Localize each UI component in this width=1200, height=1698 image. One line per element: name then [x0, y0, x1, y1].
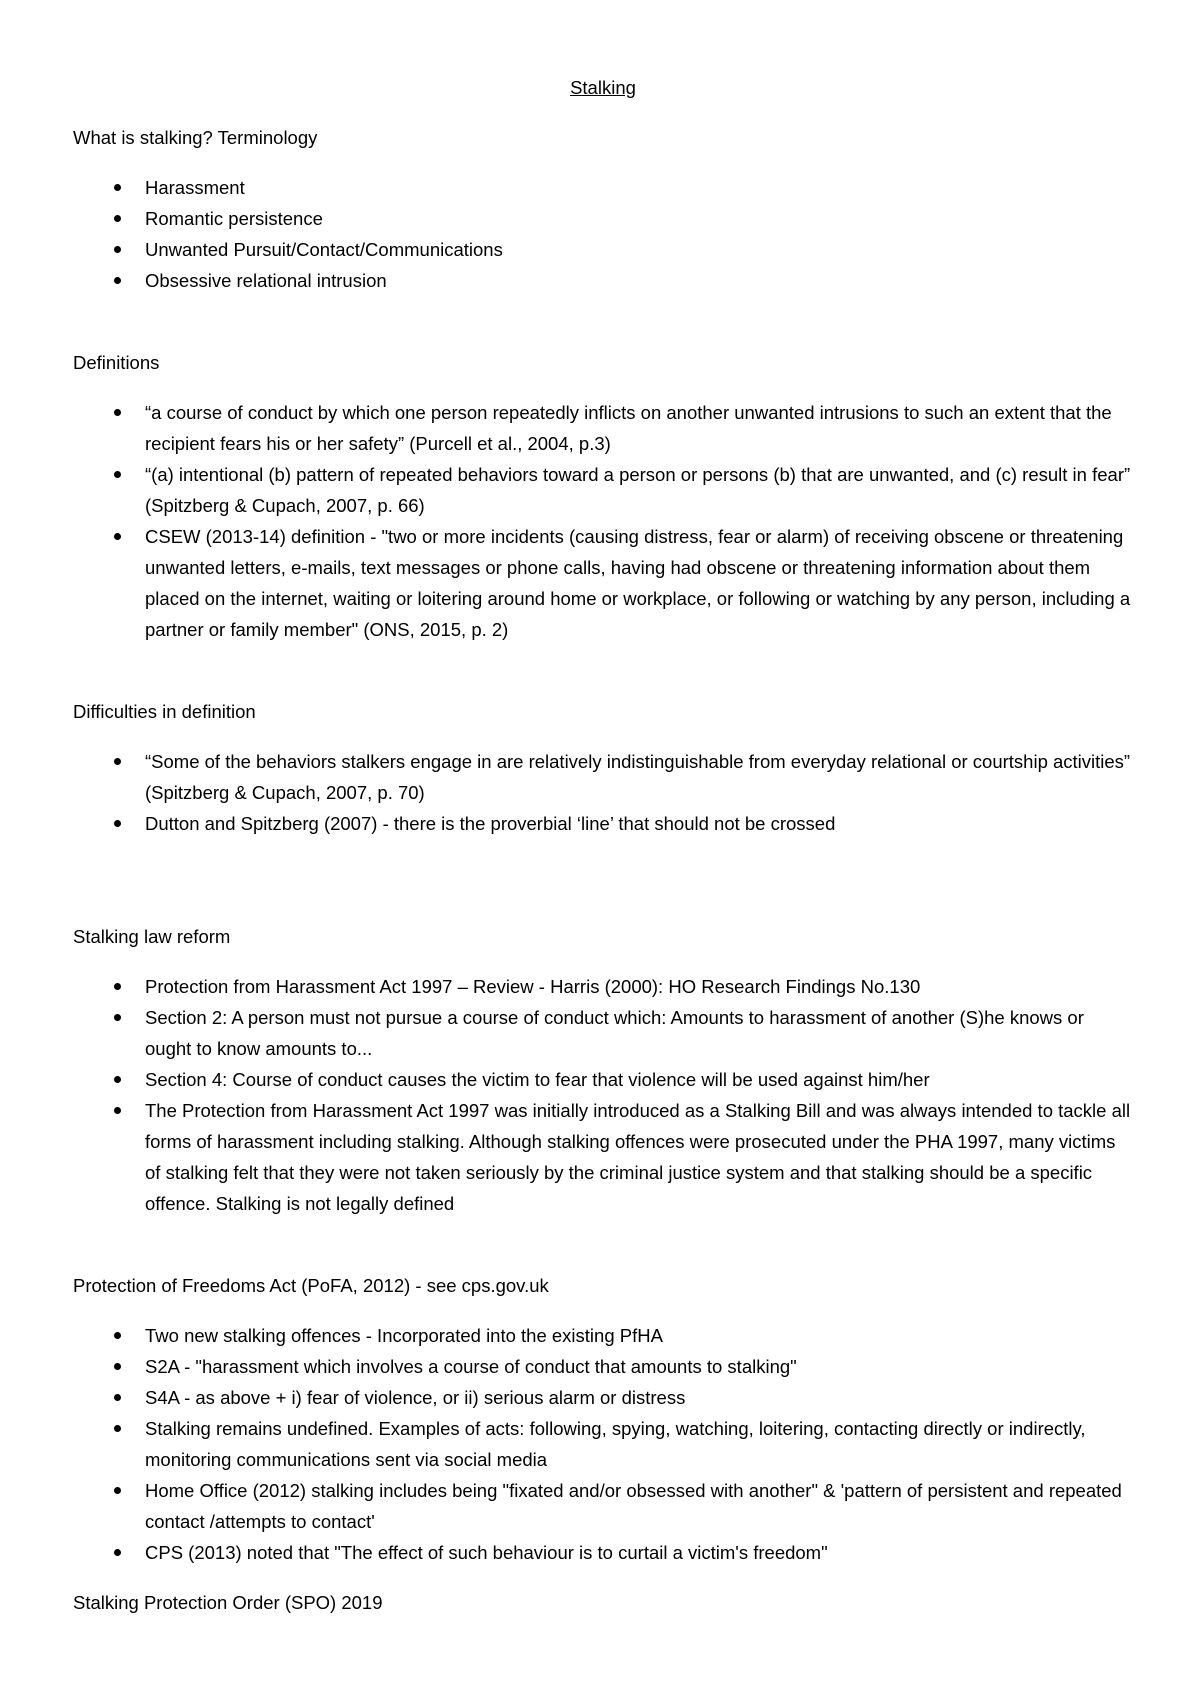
list-item — [73, 1002, 1133, 1064]
bullet-icon — [114, 533, 121, 540]
list-item-text: S4A - as above + i) fear of violence, or ii) serious alarm or distress — [145, 1387, 686, 1408]
list-item-text: CSEW (2013-14) definition - "two or more incidents (causing distress, fear or alarm) of receiving obscene or threatening unwanted letters, e-mails, text messages or phone calls, having had obscene or threatening information about them placed on the internet, waiting or loitering around home or workplace, or following or watching by any person, including a partner or family member" (ONS, 2015, p. 2) — [145, 526, 1131, 640]
bullet-icon — [114, 409, 121, 416]
section-heading-law-reform: Stalking law reform — [73, 926, 231, 947]
list-item-text: Obsessive relational intrusion — [145, 270, 387, 291]
list-item — [73, 265, 1133, 296]
list-item-text: S2A - "harassment which involves a course of conduct that amounts to stalking" — [145, 1356, 797, 1377]
list-item — [73, 521, 1133, 645]
bullet-icon — [114, 983, 121, 990]
list-item-text: Home Office (2012) stalking includes being "fixated and/or obsessed with another" & 'pattern of persistent and repeated contact /attempts to contact' — [145, 1480, 1122, 1532]
list-item — [73, 172, 1133, 203]
bullet-icon — [114, 1332, 121, 1339]
list-item — [73, 1537, 1133, 1568]
list-item — [73, 1320, 1133, 1351]
list-item-text: “a course of conduct by which one person repeatedly inflicts on another unwanted intrusions to such an extent that the recipient fears his or her safety” (Purcell et al., 2004, p.3) — [145, 402, 1112, 454]
bullet-icon — [114, 1394, 121, 1401]
bullet-icon — [114, 1549, 121, 1556]
law-reform-list — [73, 971, 1133, 1219]
list-item — [73, 459, 1133, 521]
bullet-icon — [114, 184, 121, 191]
list-item — [73, 234, 1133, 265]
spacer — [73, 645, 1133, 696]
bullet-icon — [114, 277, 121, 284]
spacer — [73, 727, 1133, 746]
bullet-icon — [114, 215, 121, 222]
list-item-text: Protection from Harassment Act 1997 – Review - Harris (2000): HO Research Findings No.130 — [145, 976, 921, 997]
bullet-icon — [114, 820, 121, 827]
definitions-list — [73, 397, 1133, 645]
spacer — [73, 296, 1133, 347]
list-item-text: Harassment — [145, 177, 245, 198]
list-item-text: Stalking remains undefined. Examples of acts: following, spying, watching, loitering, contacting directly or indirectly, monitoring communications sent via social media — [145, 1418, 1086, 1470]
list-item-text: Romantic persistence — [145, 208, 323, 229]
spacer — [73, 952, 1133, 971]
list-item-text: Unwanted Pursuit/Contact/Communications — [145, 239, 503, 260]
list-item-text: Dutton and Spitzberg (2007) - there is the proverbial ‘line’ that should not be crossed — [145, 813, 836, 834]
list-item — [73, 1095, 1133, 1219]
bullet-icon — [114, 1425, 121, 1432]
bullet-icon — [114, 471, 121, 478]
list-item — [73, 1382, 1133, 1413]
bullet-icon — [114, 1076, 121, 1083]
bullet-icon — [114, 246, 121, 253]
list-item-text: “(a) intentional (b) pattern of repeated behaviors toward a person or persons (b) that are unwanted, and (c) result in fear” (Spitzberg & Cupach, 2007, p. 66) — [145, 464, 1131, 516]
list-item-text: CPS (2013) noted that "The effect of such behaviour is to curtail a victim's freedom" — [145, 1542, 828, 1563]
list-item — [73, 1351, 1133, 1382]
list-item — [73, 203, 1133, 234]
list-item-text: Section 4: Course of conduct causes the victim to fear that violence will be used against him/her — [145, 1069, 930, 1090]
section-heading-pofa: Protection of Freedoms Act (PoFA, 2012) - see cps.gov.uk — [73, 1275, 549, 1296]
spacer — [73, 153, 1133, 172]
list-item — [73, 397, 1133, 459]
section-heading-spo: Stalking Protection Order (SPO) 2019 — [73, 1592, 383, 1613]
list-item — [73, 746, 1133, 808]
bullet-icon — [114, 1363, 121, 1370]
pofa-list — [73, 1320, 1133, 1568]
bullet-icon — [114, 1014, 121, 1021]
list-item-text: The Protection from Harassment Act 1997 was initially introduced as a Stalking Bill and was always intended to tackle all forms of harassment including stalking. Although stalking offences were prosecuted under the PHA 1997, many victims of stalking felt that they were not taken seriously by the criminal justice system and that stalking should be a specific offence. Stalking is not legally defined — [145, 1100, 1131, 1214]
bullet-icon — [114, 758, 121, 765]
document-body — [73, 72, 1133, 1618]
bullet-icon — [114, 1487, 121, 1494]
list-item — [73, 971, 1133, 1002]
list-item — [73, 1475, 1133, 1537]
spacer — [73, 1568, 1133, 1587]
section-heading-terminology: What is stalking? Terminology — [73, 127, 318, 148]
document-title: Stalking — [570, 77, 636, 98]
list-item-text: “Some of the behaviors stalkers engage in are relatively indistinguishable from everyday relational or courtship activities” (Spitzberg & Cupach, 2007, p. 70) — [145, 751, 1131, 803]
bullet-icon — [114, 1107, 121, 1114]
list-item — [73, 808, 1133, 839]
list-item — [73, 1413, 1133, 1475]
spacer — [73, 1219, 1133, 1270]
spacer — [73, 378, 1133, 397]
section-heading-difficulties: Difficulties in definition — [73, 701, 256, 722]
spacer — [73, 1301, 1133, 1320]
spacer — [73, 839, 1133, 921]
section-heading-definitions: Definitions — [73, 352, 160, 373]
difficulties-list — [73, 746, 1133, 839]
list-item-text: Section 2: A person must not pursue a course of conduct which: Amounts to harassment of another (S)he knows or ought to know amounts to... — [145, 1007, 1084, 1059]
list-item-text: Two new stalking offences - Incorporated into the existing PfHA — [145, 1325, 663, 1346]
list-item — [73, 1064, 1133, 1095]
terminology-list — [73, 172, 1133, 296]
